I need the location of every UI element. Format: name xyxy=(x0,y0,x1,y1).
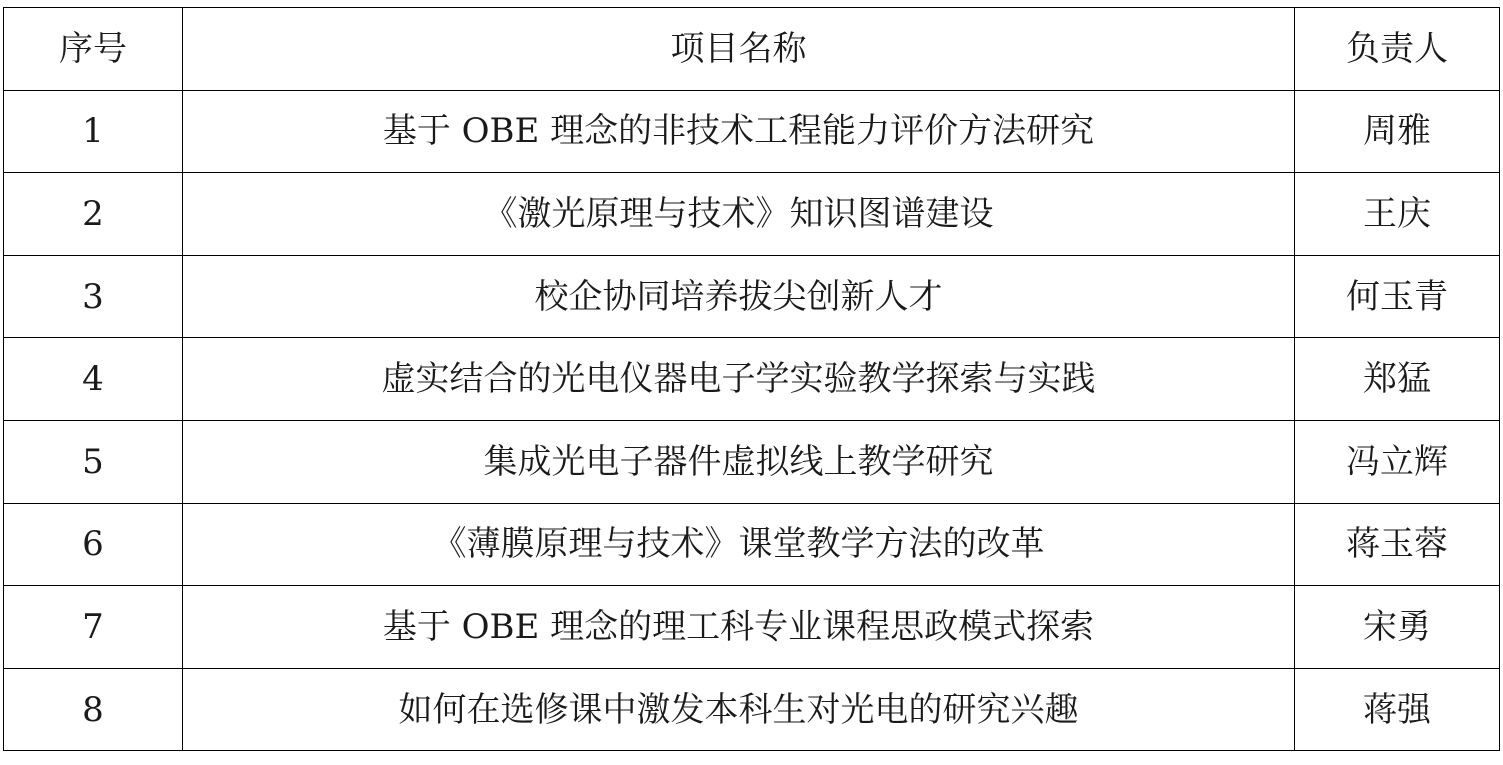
cell-project-name: 基于 OBE 理念的非技术工程能力评价方法研究 xyxy=(183,90,1295,173)
table-row xyxy=(4,503,1500,586)
header-no: 序号 xyxy=(4,8,183,91)
table-row xyxy=(4,255,1500,338)
table-row xyxy=(4,586,1500,669)
cell-project-name: 《薄膜原理与技术》课堂教学方法的改革 xyxy=(183,503,1295,586)
cell-no: 5 xyxy=(4,420,183,503)
cell-owner: 蒋玉蓉 xyxy=(1295,503,1500,586)
cell-project-name: 如何在选修课中激发本科生对光电的研究兴趣 xyxy=(183,668,1295,751)
cell-no: 6 xyxy=(4,503,183,586)
cell-owner: 何玉青 xyxy=(1295,255,1500,338)
cell-owner: 周雅 xyxy=(1295,90,1500,173)
table-row xyxy=(4,420,1500,503)
cell-owner: 郑猛 xyxy=(1295,338,1500,421)
table-header-row xyxy=(4,8,1500,91)
cell-project-name: 集成光电子器件虚拟线上教学研究 xyxy=(183,420,1295,503)
cell-project-name: 基于 OBE 理念的理工科专业课程思政模式探索 xyxy=(183,586,1295,669)
cell-no: 1 xyxy=(4,90,183,173)
project-table xyxy=(3,7,1500,751)
cell-owner: 王庆 xyxy=(1295,173,1500,256)
table-row xyxy=(4,173,1500,256)
header-owner: 负责人 xyxy=(1295,8,1500,91)
cell-project-name: 校企协同培养拔尖创新人才 xyxy=(183,255,1295,338)
table-row xyxy=(4,90,1500,173)
cell-owner: 宋勇 xyxy=(1295,586,1500,669)
cell-no: 7 xyxy=(4,586,183,669)
header-project-name: 项目名称 xyxy=(183,8,1295,91)
cell-project-name: 《激光原理与技术》知识图谱建设 xyxy=(183,173,1295,256)
cell-no: 3 xyxy=(4,255,183,338)
cell-no: 4 xyxy=(4,338,183,421)
table-row xyxy=(4,668,1500,751)
cell-no: 2 xyxy=(4,173,183,256)
cell-project-name: 虚实结合的光电仪器电子学实验教学探索与实践 xyxy=(183,338,1295,421)
table-row xyxy=(4,338,1500,421)
cell-no: 8 xyxy=(4,668,183,751)
cell-owner: 冯立辉 xyxy=(1295,420,1500,503)
cell-owner: 蒋强 xyxy=(1295,668,1500,751)
